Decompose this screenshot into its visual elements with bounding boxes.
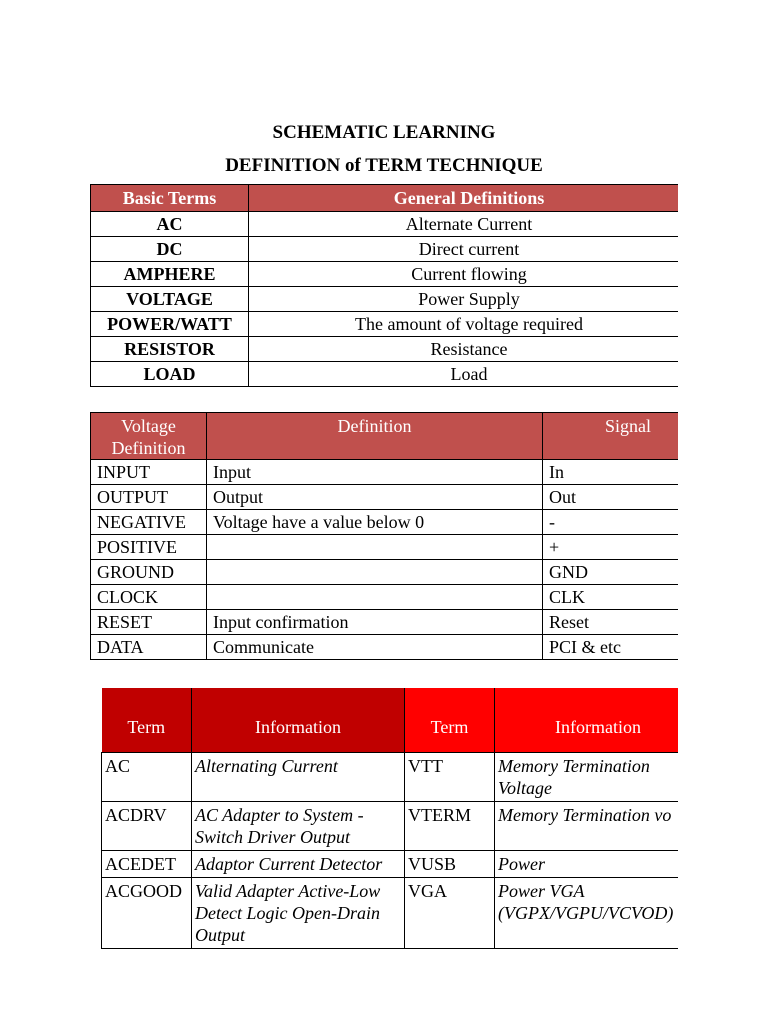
information-cell: Alternating Current <box>192 753 405 802</box>
page-title: SCHEMATIC LEARNING <box>272 122 496 143</box>
table-row <box>91 610 690 635</box>
column-header: Term <box>102 688 192 753</box>
table-row <box>91 560 690 585</box>
term-cell: AMPHERE <box>91 262 249 287</box>
signal-cell: Reset <box>543 610 690 635</box>
column-header: Voltage Definition <box>91 413 207 460</box>
term-cell: VTERM <box>405 802 495 851</box>
voltage-name-cell: POSITIVE <box>91 535 207 560</box>
information-cell: AC Adapter to System - Switch Driver Output <box>192 802 405 851</box>
term-cell: DC <box>91 237 249 262</box>
term-information-table <box>101 688 702 949</box>
column-header: Signal <box>543 413 690 460</box>
column-header: Term <box>405 688 495 753</box>
table-header-row <box>102 688 702 753</box>
term-cell: VUSB <box>405 851 495 878</box>
term-cell: VGA <box>405 878 495 949</box>
table-row <box>91 362 690 387</box>
definition-cell: Direct current <box>249 237 690 262</box>
term-cell: RESISTOR <box>91 337 249 362</box>
table-row <box>91 262 690 287</box>
definition-cell: Output <box>207 485 543 510</box>
column-header: General Definitions <box>249 185 690 212</box>
term-cell: AC <box>91 212 249 237</box>
voltage-name-cell: OUTPUT <box>91 485 207 510</box>
voltage-definition-table <box>90 412 690 660</box>
signal-cell: + <box>543 535 690 560</box>
column-header: Basic Terms <box>91 185 249 212</box>
table-row <box>102 878 702 949</box>
term-cell: AC <box>102 753 192 802</box>
page-edge-mask <box>678 0 768 1024</box>
table-row <box>91 535 690 560</box>
signal-cell: Out <box>543 485 690 510</box>
voltage-name-cell: GROUND <box>91 560 207 585</box>
table-row <box>91 287 690 312</box>
table-row <box>91 585 690 610</box>
table-row <box>102 802 702 851</box>
definition-cell: Voltage have a value below 0 <box>207 510 543 535</box>
definition-cell: Communicate <box>207 635 543 660</box>
page-subtitle: DEFINITION of TERM TECHNIQUE <box>225 155 543 176</box>
term-cell: VOLTAGE <box>91 287 249 312</box>
information-cell: Memory Termination vo <box>495 802 702 851</box>
table-row <box>91 237 690 262</box>
definition-cell: Input confirmation <box>207 610 543 635</box>
term-cell: ACDRV <box>102 802 192 851</box>
definition-cell <box>207 535 543 560</box>
voltage-name-cell: DATA <box>91 635 207 660</box>
table-row <box>102 851 702 878</box>
information-cell: Memory Termination Voltage <box>495 753 702 802</box>
signal-cell: GND <box>543 560 690 585</box>
table-row <box>91 337 690 362</box>
term-cell: LOAD <box>91 362 249 387</box>
table-row <box>91 485 690 510</box>
signal-cell: In <box>543 460 690 485</box>
information-cell: Valid Adapter Active-Low Detect Logic Open-Drain Output <box>192 878 405 949</box>
definition-cell: Current flowing <box>249 262 690 287</box>
voltage-name-cell: RESET <box>91 610 207 635</box>
column-header: Information <box>192 688 405 753</box>
definition-cell <box>207 560 543 585</box>
column-header: Definition <box>207 413 543 460</box>
information-cell: Power <box>495 851 702 878</box>
table-row <box>91 460 690 485</box>
table-row <box>91 635 690 660</box>
information-cell: Power VGA (VGPX/VGPU/VCVOD) <box>495 878 702 949</box>
table-row <box>91 312 690 337</box>
column-header: Information <box>495 688 702 753</box>
term-cell: POWER/WATT <box>91 312 249 337</box>
table-row <box>91 212 690 237</box>
term-cell: ACEDET <box>102 851 192 878</box>
definition-cell: The amount of voltage required <box>249 312 690 337</box>
signal-cell: CLK <box>543 585 690 610</box>
table-header-row <box>91 413 690 460</box>
voltage-name-cell: CLOCK <box>91 585 207 610</box>
table-row <box>102 753 702 802</box>
definition-cell: Alternate Current <box>249 212 690 237</box>
definition-cell: Load <box>249 362 690 387</box>
definition-cell: Power Supply <box>249 287 690 312</box>
signal-cell: - <box>543 510 690 535</box>
voltage-name-cell: INPUT <box>91 460 207 485</box>
basic-terms-table <box>90 184 690 387</box>
signal-cell: PCI & etc <box>543 635 690 660</box>
definition-cell: Input <box>207 460 543 485</box>
term-cell: VTT <box>405 753 495 802</box>
information-cell: Adaptor Current Detector <box>192 851 405 878</box>
definition-cell <box>207 585 543 610</box>
term-cell: ACGOOD <box>102 878 192 949</box>
table-header-row <box>91 185 690 212</box>
voltage-name-cell: NEGATIVE <box>91 510 207 535</box>
definition-cell: Resistance <box>249 337 690 362</box>
table-row <box>91 510 690 535</box>
